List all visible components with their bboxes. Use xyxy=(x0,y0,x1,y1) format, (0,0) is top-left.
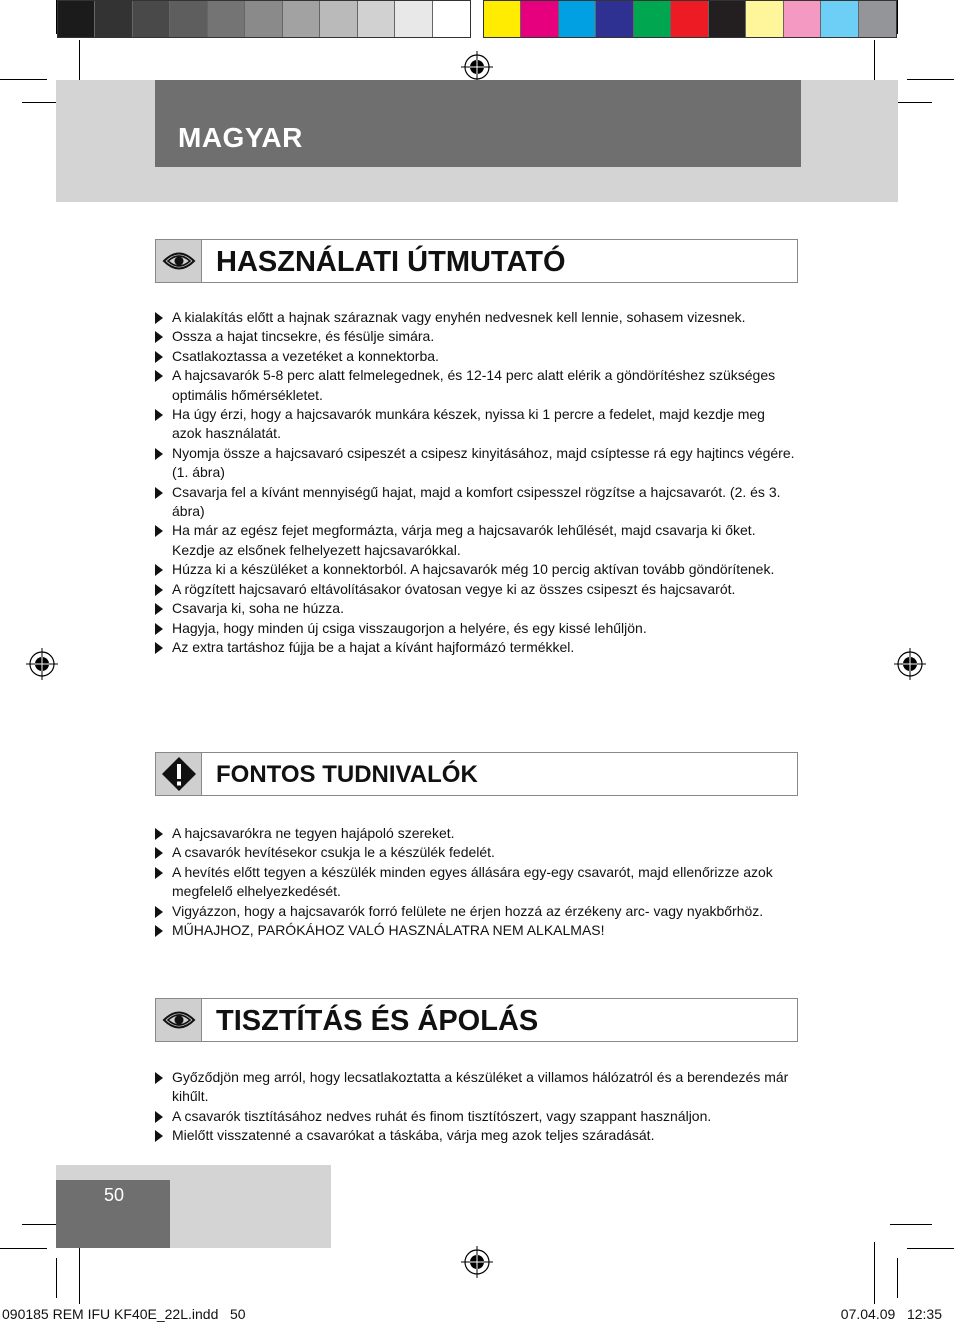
list-item-text: A rögzített hajcsavaró eltávolításakor óvatosan vegye ki az összes csipeszt és hajcsavarót. xyxy=(172,580,736,597)
list-item xyxy=(155,921,795,940)
list-item-text: Hagyja, hogy minden új csiga visszaugorjon a helyére, és egy kissé lehűljön. xyxy=(172,619,647,636)
color-swatch xyxy=(433,1,470,37)
list-item xyxy=(155,560,795,579)
crop-mark xyxy=(907,1248,954,1249)
list-item-text: A hevítés előtt tegyen a készülék minden egyes állására egy-egy csavarót, majd ellenőrizze azok megfelelő elhelyezkedését. xyxy=(172,863,773,900)
bullet-arrow-icon xyxy=(155,584,163,596)
color-swatch xyxy=(395,1,432,37)
grayscale-color-bar xyxy=(57,0,471,38)
section-icon-box xyxy=(156,999,202,1041)
list-item-text: Nyomja össze a hajcsavaró csipeszét a csipesz kinyitásához, majd csíptesse rá egy hajtincs végére. (1. ábra) xyxy=(172,444,795,481)
crop-mark xyxy=(79,1242,80,1304)
eye-icon xyxy=(162,1008,196,1032)
registration-mark-icon xyxy=(26,648,58,680)
list-item xyxy=(155,366,795,405)
color-swatch xyxy=(170,1,207,37)
color-swatch xyxy=(95,1,132,37)
list-item-text: Csatlakoztassa a vezetéket a konnektorba. xyxy=(172,347,439,364)
color-swatch xyxy=(320,1,357,37)
crop-mark xyxy=(890,1224,932,1225)
bullet-arrow-icon xyxy=(155,564,163,576)
list-item xyxy=(155,599,795,618)
bullet-arrow-icon xyxy=(155,603,163,615)
registration-mark-icon xyxy=(461,51,493,83)
bullet-arrow-icon xyxy=(155,925,163,937)
section-title: HASZNÁLATI ÚTMUTATÓ xyxy=(216,246,566,278)
list-item-text: Ha úgy érzi, hogy a hajcsavarók munkára készek, nyissa ki 1 percre a fedelet, majd kezdje meg azok használatát. xyxy=(172,406,765,442)
color-swatch xyxy=(208,1,245,37)
crop-mark xyxy=(874,1242,875,1304)
list-item-text: A csavarók hevítésekor csukja le a készülék fedelét. xyxy=(172,844,495,861)
color-swatch xyxy=(859,1,896,37)
crop-mark xyxy=(56,0,57,34)
list-item xyxy=(155,863,795,902)
color-swatch xyxy=(245,1,282,37)
list-item-text: Csavarja fel a kívánt mennyiségű hajat, majd a komfort csipesszel rögzítse a hajcsavarót. (2. és 3. ábra) xyxy=(172,483,781,520)
registration-mark-icon xyxy=(894,648,926,680)
list-item xyxy=(155,327,795,346)
list-item-text: A hajcsavarók 5-8 perc alatt felmelegednek, és 12-14 perc alatt elérik a göndörítéshez szükséges optimális hőmérsékletet. xyxy=(172,367,776,403)
bullet-arrow-icon xyxy=(155,487,163,499)
list-item xyxy=(155,347,795,366)
list-item-text: Húzza ki a készüléket a konnektorból. A hajcsavarók még 10 percig aktívan tovább göndörítenek. xyxy=(172,561,775,578)
section-icon-box xyxy=(156,753,202,795)
list-item-text: MŰHAJHOZ, PARÓKÁHOZ VALÓ HASZNÁLATRA NEM ALKALMAS! xyxy=(172,922,605,939)
list-item xyxy=(155,1068,795,1107)
bullet-arrow-icon xyxy=(155,623,163,635)
list-item-text: Mielőtt visszatenné a csavarókat a táskába, várja meg azok teljes száradását. xyxy=(172,1127,655,1144)
crop-mark xyxy=(0,1248,47,1249)
list-item xyxy=(155,902,795,921)
list-item-text: Vigyázzon, hogy a hajcsavarók forró felülete ne érjen hozzá az érzékeny arc- vagy nyakbőrhöz. xyxy=(172,902,764,919)
bullet-arrow-icon xyxy=(155,1111,163,1123)
color-swatch xyxy=(559,1,596,37)
crop-mark xyxy=(56,1258,57,1298)
list-item xyxy=(155,619,795,638)
bullet-arrow-icon xyxy=(155,312,163,324)
list-item-text: A hajcsavarókra ne tegyen hajápoló szereket. xyxy=(172,825,455,841)
bullet-arrow-icon xyxy=(155,906,163,918)
section-title: FONTOS TUDNIVALÓK xyxy=(216,761,478,788)
list-item-text: Csavarja ki, soha ne húzza. xyxy=(172,600,344,617)
bullet-arrow-icon xyxy=(155,847,163,859)
bullet-arrow-icon xyxy=(155,1130,163,1142)
bullet-arrow-icon xyxy=(155,867,163,879)
list-item xyxy=(155,444,795,483)
list-item xyxy=(155,638,795,657)
section-header-usage xyxy=(155,239,798,283)
bullet-arrow-icon xyxy=(155,828,163,840)
color-swatch xyxy=(784,1,821,37)
important-list xyxy=(155,824,795,940)
list-item xyxy=(155,824,795,843)
bullet-arrow-icon xyxy=(155,642,163,654)
color-swatch xyxy=(133,1,170,37)
slug-date-info: 07.04.09 12:35 xyxy=(840,1306,942,1322)
process-color-bar xyxy=(483,0,897,38)
list-item xyxy=(155,521,795,560)
slug-file-info: 090185 REM IFU KF40E_22L.indd 50 xyxy=(2,1306,246,1322)
bullet-arrow-icon xyxy=(155,370,163,382)
list-item xyxy=(155,405,795,444)
bullet-arrow-icon xyxy=(155,1072,163,1084)
list-item xyxy=(155,308,795,327)
language-title: MAGYAR xyxy=(178,122,303,153)
list-item-text: A kialakítás előtt a hajnak száraznak vagy enyhén nedvesnek kell lennie, sohasem vizesnek. xyxy=(172,309,746,325)
registration-mark-icon xyxy=(461,1246,493,1278)
color-swatch xyxy=(58,1,95,37)
color-swatch xyxy=(283,1,320,37)
list-item xyxy=(155,483,795,522)
color-swatch xyxy=(746,1,783,37)
list-item-text: Győződjön meg arról, hogy lecsatlakoztatta a készüléket a villamos hálózatról és a berendezés már kihűlt. xyxy=(172,1069,789,1105)
color-swatch xyxy=(671,1,708,37)
bullet-arrow-icon xyxy=(155,448,163,460)
color-swatch xyxy=(709,1,746,37)
section-title: TISZTÍTÁS ÉS ÁPOLÁS xyxy=(216,1005,539,1037)
crop-mark xyxy=(897,0,898,34)
section-icon-box xyxy=(156,240,202,282)
list-item-text: A csavarók tisztításához nedves ruhát és finom tisztítószert, vagy szappant használjon. xyxy=(172,1107,712,1124)
section-header-important xyxy=(155,752,798,796)
list-item xyxy=(155,1126,795,1145)
crop-mark xyxy=(897,1258,898,1298)
page-number: 50 xyxy=(104,1185,125,1205)
list-item-text: Ossza a hajat tincsekre, és fésülje simára. xyxy=(172,328,435,345)
usage-list xyxy=(155,308,795,657)
cleaning-list xyxy=(155,1068,795,1146)
bullet-arrow-icon xyxy=(155,409,163,421)
warning-icon xyxy=(161,756,197,792)
list-item-text: Ha már az egész fejet megformázta, várja meg a hajcsavarók lehűlését, majd csavarja ki őket. Kezdje az elsőnek felhelyezett hajcsavarókkal. xyxy=(172,522,756,558)
color-swatch xyxy=(634,1,671,37)
bullet-arrow-icon xyxy=(155,331,163,343)
color-swatch xyxy=(484,1,521,37)
list-item-text: Az extra tartáshoz fújja be a hajat a kívánt hajformázó termékkel. xyxy=(172,638,575,655)
color-swatch xyxy=(358,1,395,37)
list-item xyxy=(155,580,795,599)
eye-icon xyxy=(162,249,196,273)
crop-mark xyxy=(907,79,954,80)
color-swatch xyxy=(821,1,858,37)
bullet-arrow-icon xyxy=(155,351,163,363)
crop-mark xyxy=(0,79,47,80)
list-item xyxy=(155,1107,795,1126)
color-swatch xyxy=(521,1,558,37)
section-header-cleaning xyxy=(155,998,798,1042)
color-swatch xyxy=(596,1,633,37)
bullet-arrow-icon xyxy=(155,525,163,537)
list-item xyxy=(155,843,795,862)
